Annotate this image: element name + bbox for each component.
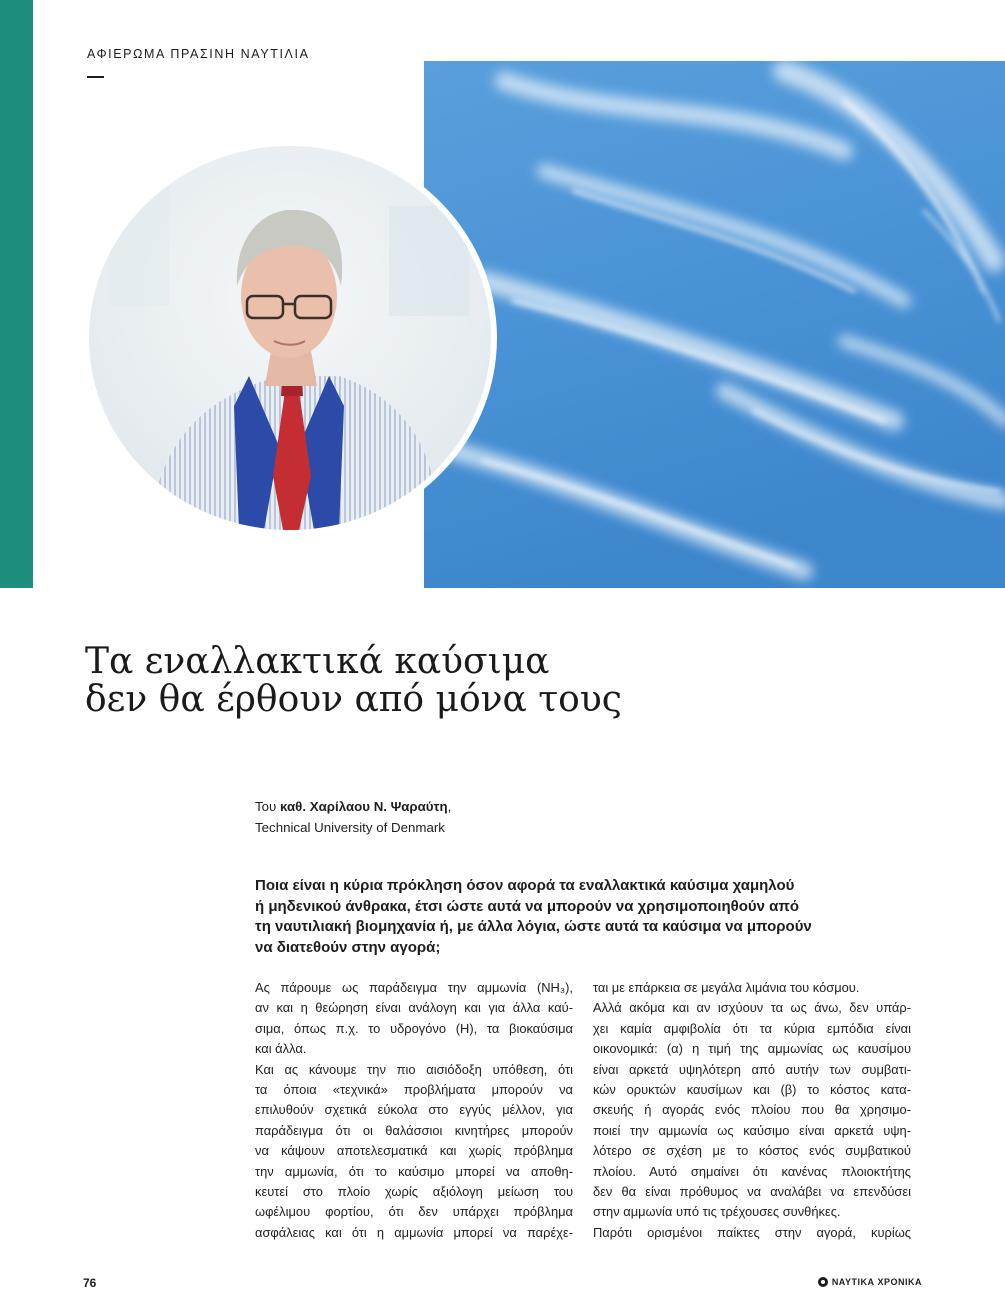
magazine-title: ΝΑΥΤΙΚΑ ΧΡΟΝΙΚΑ	[831, 1277, 922, 1287]
text-line: σκευής ή αγοράς ενός πλοίου που θα χρησιμο-	[593, 1102, 911, 1118]
text-line: κευτεί στο πλοίο χωρίς αξιόλογη μείωση του	[255, 1184, 573, 1200]
byline-suffix: ,	[447, 799, 452, 814]
lead-line: ή μηδενικού άνθρακα, έτσι ώστε αυτά να μπορούν να χρησιμοποιηθούν από	[255, 897, 800, 915]
body-column-right	[593, 978, 911, 1243]
text-line: να κάψουν αποτελεσματικά και χωρίς πρόβλημα	[255, 1143, 573, 1159]
byline-title: καθ.	[280, 799, 307, 814]
text-line: σιμα, όπως π.χ. το υδρογόνο (H), τα βιοκαύσιμα	[255, 1020, 573, 1036]
paragraph	[255, 978, 573, 1060]
section-dash	[87, 76, 104, 78]
section-accent-bar	[0, 0, 33, 588]
lead-question	[255, 876, 895, 958]
text-line: δεν θα είναι πρόθυμος να αναλάβει να επενδύσει	[593, 1184, 911, 1200]
paragraph	[255, 1060, 573, 1244]
text-line: χει καμία αμφιβολία ότι τα κύρια εμπόδια είναι	[593, 1020, 911, 1036]
text-line: λότερο σε σχέση με το κόστος ενός συμβατικού	[593, 1143, 911, 1159]
text-line: παράδειγμα ότι οι θαλάσσιοι κινητήρες μπορούν	[255, 1122, 573, 1138]
text-line: Ας πάρουμε ως παράδειγμα την αμμωνία (NH₃),	[255, 980, 573, 995]
text-line: και άλλα.	[255, 1041, 307, 1057]
text-line: είναι αρκετά υψηλότερη από αυτήν των συμβατι-	[593, 1061, 911, 1077]
headline-line-1: Τα εναλλακτικά καύσιμα	[85, 641, 550, 682]
byline-author: Χαρίλαου Ν. Ψαραύτη	[309, 799, 448, 814]
text-line: ποιεί την αμμωνία ως καύσιμο είναι αρκετά υψη-	[593, 1122, 911, 1138]
author-portrait	[89, 146, 491, 530]
text-line: επιλυθούν σχετικά εύκολα στο εγγύς μέλλον, για	[255, 1102, 573, 1118]
text-line: κών ορυκτών καυσίμων και (β) το κόστος κατα-	[593, 1082, 911, 1098]
magazine-name	[818, 1277, 922, 1287]
text-line: Και ας κάνουμε την πιο αισιόδοξη υπόθεση, ότι	[255, 1061, 573, 1077]
text-line: στην αμμωνία υπό τις τρέχουσες συνθήκες.	[593, 1204, 841, 1220]
text-line: ασφάλειας και ότι η αμμωνία μπορεί να παρέχε-	[255, 1224, 573, 1240]
magazine-logo-icon	[818, 1277, 828, 1287]
text-line: την αμμωνία, ότι το καύσιμο μπορεί να αποθη-	[255, 1163, 573, 1179]
lead-line: να διατεθούν στην αγορά;	[255, 938, 441, 956]
paragraph	[593, 998, 911, 1222]
text-line: αν και η θεώρηση είναι ανάλογη και για άλλα καύ-	[255, 1000, 573, 1016]
section-label: ΑΦΙΕΡΩΜΑ ΠΡΑΣΙΝΗ ΝΑΥΤΙΛΙΑ	[87, 47, 310, 61]
lead-line: Ποια είναι η κύρια πρόκληση όσον αφορά τα εναλλακτικά καύσιμα χαμηλού	[255, 877, 795, 894]
body-column-left	[255, 978, 573, 1243]
paragraph	[593, 978, 911, 998]
text-line: ωφέλιμου φορτίου, ότι δεν υπάρχει πρόβλημα	[255, 1204, 573, 1220]
byline-affiliation: Technical University of Denmark	[255, 820, 445, 835]
sky-photo	[424, 61, 1005, 588]
page-number: 76	[83, 1276, 97, 1290]
text-line: ται με επάρκεια σε μεγάλα λιμάνια του κόσμου.	[593, 980, 860, 995]
lead-line: τη ναυτιλιακή βιομηχανία ή, με άλλα λόγια, ώστε αυτά τα καύσιμα να μπορούν	[255, 918, 812, 935]
headline-line-2: δεν θα έρθουν από μόνα τους	[85, 679, 622, 720]
text-line: τα όποια «τεχνικά» προβλήματα μπορούν να	[255, 1082, 573, 1098]
text-line: Παρότι ορισμένοι παίκτες στην αγορά, κυρίως	[593, 1224, 911, 1240]
text-line: πλοίου. Αυτό σημαίνει ότι κανένας πλοιοκτήτης	[593, 1163, 911, 1179]
paragraph	[593, 1223, 911, 1243]
text-line: οικονομικά: (α) η τιμή της αμμωνίας ως καυσίμου	[593, 1041, 911, 1057]
text-line: Αλλά ακόμα και αν ισχύουν τα ως άνω, δεν υπάρ-	[593, 1000, 911, 1016]
article-headline	[85, 643, 622, 719]
byline-prefix: Του	[255, 799, 281, 814]
byline	[255, 796, 451, 838]
